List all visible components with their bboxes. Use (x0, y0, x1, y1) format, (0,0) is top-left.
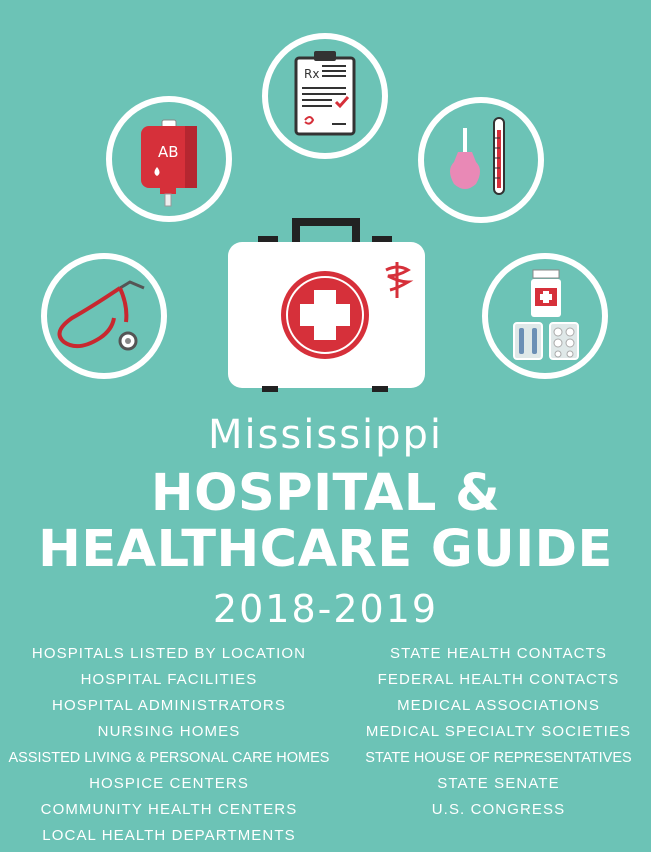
thermometer-icon (421, 100, 541, 220)
contents-item: U.S. CONGRESS (431, 801, 566, 818)
prescription-clipboard-icon (265, 36, 385, 156)
contents-item: HOSPICE CENTERS (89, 775, 249, 792)
cover-illustration (0, 0, 651, 400)
stethoscope-icon (44, 256, 164, 376)
first-aid-kit-icon (228, 222, 425, 392)
medication-icon (485, 256, 605, 376)
contents-item: MEDICAL ASSOCIATIONS (397, 697, 600, 714)
state-name: Mississippi (207, 412, 444, 458)
blood-bag-icon (109, 99, 229, 219)
contents-item: LOCAL HEALTH DEPARTMENTS (42, 827, 296, 844)
contents-item: STATE HOUSE OF REPRESENTATIVES (365, 750, 632, 766)
contents-item: ASSISTED LIVING & PERSONAL CARE HOMES (8, 750, 330, 766)
contents-item: HOSPITAL ADMINISTRATORS (52, 697, 286, 714)
contents-item: MEDICAL SPECIALTY SOCIETIES (365, 723, 632, 740)
blood-type-label: AB (158, 143, 179, 161)
contents-item: STATE SENATE (437, 775, 560, 792)
contents-item: COMMUNITY HEALTH CENTERS (40, 801, 298, 818)
contents-item: FEDERAL HEALTH CONTACTS (377, 671, 620, 688)
contents-left-column (0, 644, 338, 852)
contents-item: HOSPITALS LISTED BY LOCATION (31, 645, 307, 662)
contents-item: NURSING HOMES (97, 723, 241, 740)
contents-item: HOSPITAL FACILITIES (80, 671, 258, 688)
edition-years: 2018-2019 (212, 587, 439, 631)
title-line-2: HEALTHCARE GUIDE (38, 520, 613, 579)
title-line-1: HOSPITAL & (150, 464, 501, 523)
rx-label: Rx (304, 67, 320, 81)
contents-right-column (346, 644, 651, 826)
contents-item: STATE HEALTH CONTACTS (389, 645, 607, 662)
